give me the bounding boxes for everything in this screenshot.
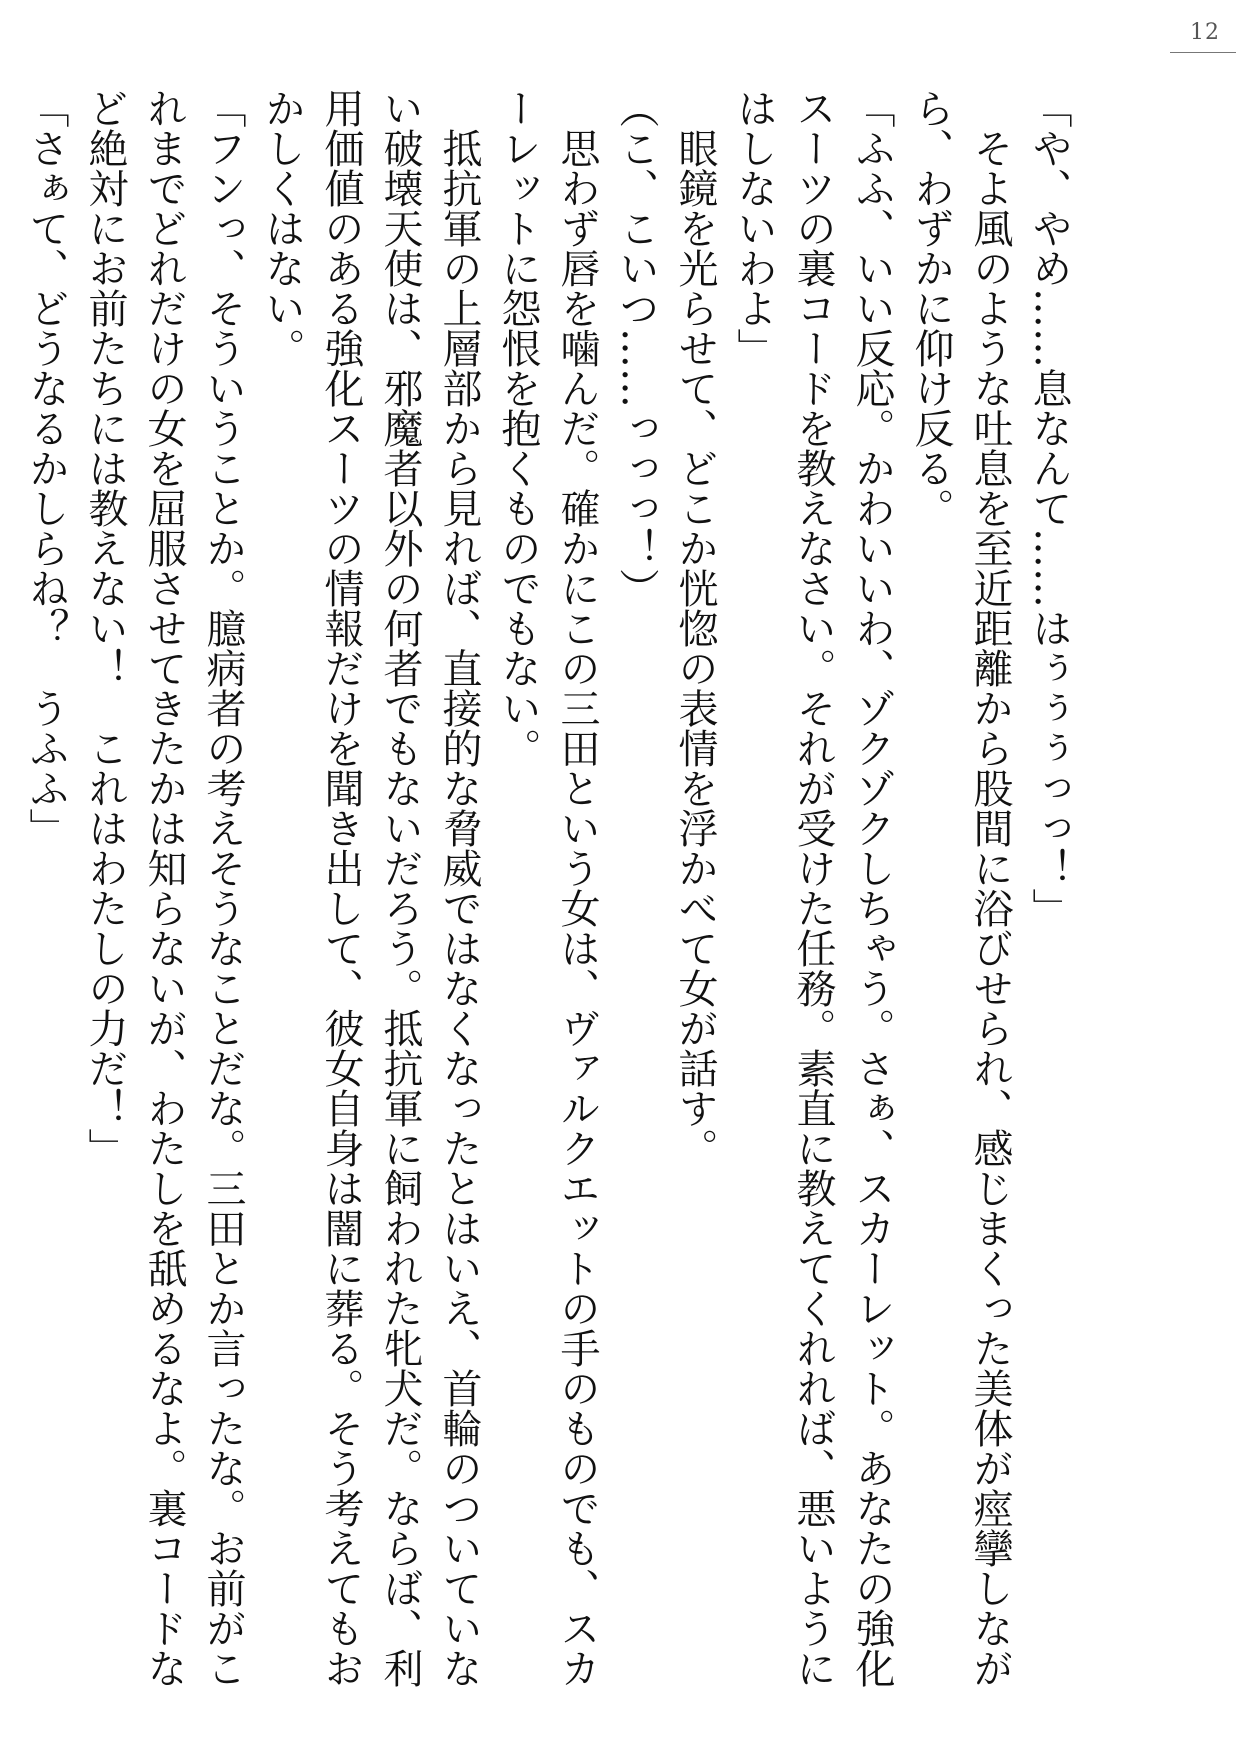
paragraph: 「ふふ、いい反応。かわいいわ、ゾクゾクしちゃう。さぁ、スカーレット。あなたの強化スーツの裏コードを教えなさい。それが受けた任務。素直に教えてくれれば、悪いようにはしないわよ」 <box>731 88 895 1688</box>
paragraph: 「や、やめ……息なんて……はぅぅぅっっ！」 <box>1026 88 1072 928</box>
page-number: 12 <box>1190 20 1220 45</box>
paragraph: そよ風のような吐息を至近距離から股間に浴びせられ、感じまくった美体が痙攣しながら、わずかに仰け反る。 <box>908 88 1013 1688</box>
paragraph: 思わず唇を噛んだ。確かにこの三田という女は、ヴァルクエットの手のものでも、スカーレットに怨恨を抱くものでもない。 <box>495 88 600 1688</box>
paragraph: 「さぁて、どうなるかしらね？ うふふ」 <box>23 88 69 848</box>
vertical-body-text <box>23 88 1078 1708</box>
paragraph: 抵抗軍の上層部から見れば、直接的な脅威ではなくなったとはいえ、首輪のついていない破壊天使は、邪魔者以外の何者でもないだろう。抵抗軍に飼われた牝犬だ。ならば、利用価値のある強化スーツの情報だけを聞き出して、彼女自身は闇に葬る。そう考えてもおかしくはない。 <box>259 88 482 1688</box>
paragraph: （こ、こいつ……っっっ！） <box>613 88 659 608</box>
page-number-rule <box>1170 52 1236 53</box>
paragraph: 眼鏡を光らせて、どこか恍惚の表情を浮かべて女が話す。 <box>672 128 718 1168</box>
paragraph: 「フンっ、そういうことか。臆病者の考えそうなことだな。三田とか言ったな。お前がこれまでどれだけの女を屈服させてきたかは知らないが、わたしを舐めるなよ。裏コードなど絶対にお前たちには教えない！ これはわたしの力だ！」 <box>82 88 246 1688</box>
